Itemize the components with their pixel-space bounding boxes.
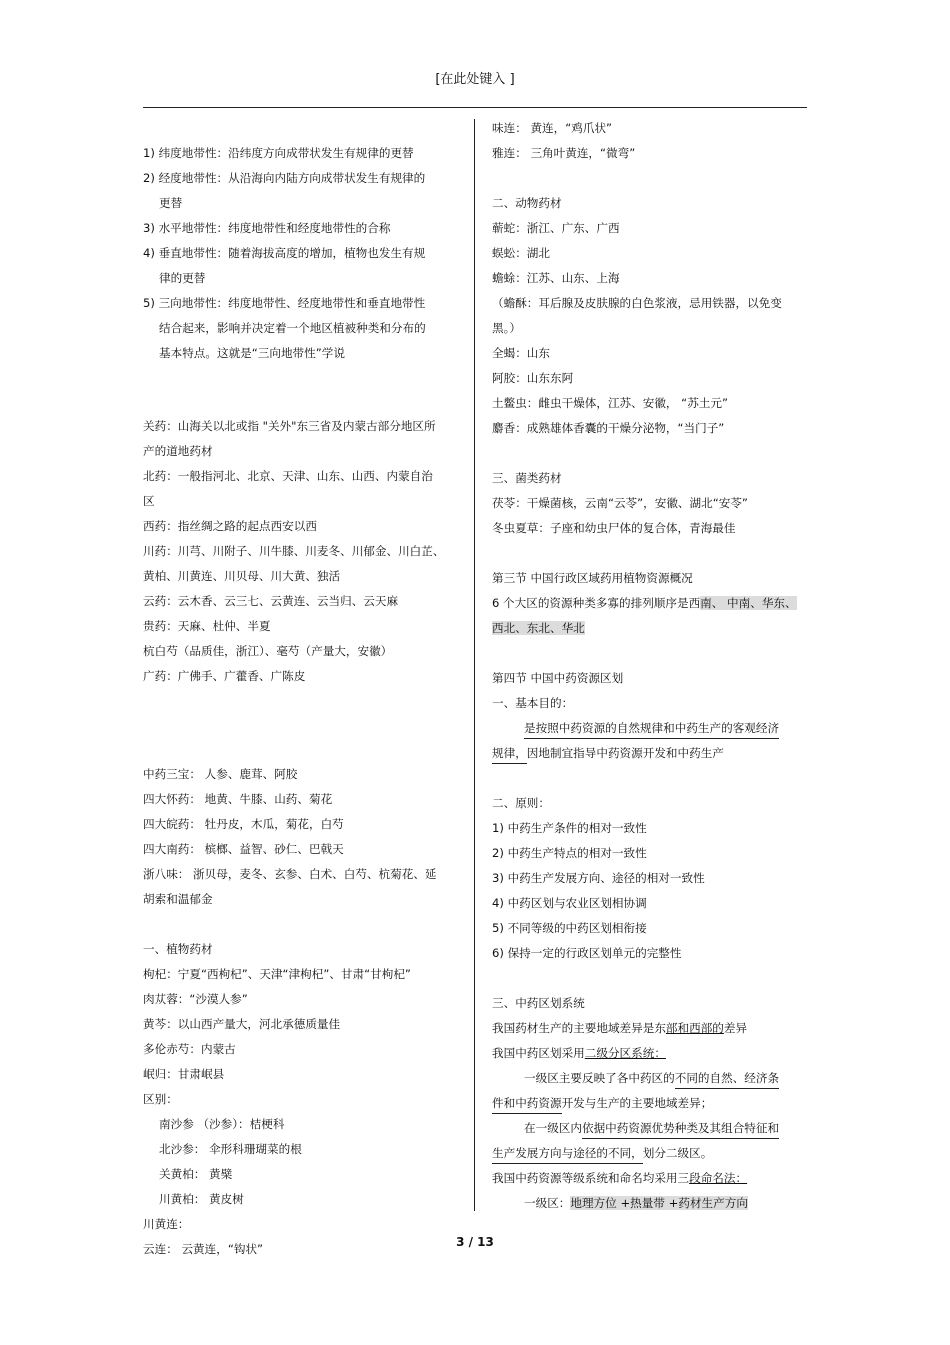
text-line: 1) 纬度地带性：沿纬度方向成带状发生有规律的更替 — [143, 146, 414, 160]
text-line: 贵药：天麻、杜仲、半夏 — [143, 619, 271, 633]
text-line: 云连： 云黄连，“钩状” — [143, 1242, 264, 1256]
text-line: 5) 三向地带性：纬度地带性、经度地带性和垂直地带性 — [143, 296, 426, 310]
text-line: 味连： 黄连，“鸡爪状” — [492, 121, 613, 135]
text-line: 蕲蛇：浙江、广东、广西 — [492, 221, 620, 235]
text-line: 四大怀药： 地黄、牛膝、山药、菊花 — [143, 792, 333, 806]
text-line: 中药三宝： 人参、鹿茸、阿胶 — [143, 767, 298, 781]
text-line: 冬虫夏草：子座和幼虫尸体的复合体，青海最佳 — [492, 521, 736, 535]
text-line: 基本特点。这就是“三向地带性”学说 — [159, 346, 345, 360]
text-line: 区别： — [143, 1092, 178, 1106]
text-line: 关药：山海关以北或指 "关外"东三省及内蒙古部分地区所 — [143, 419, 436, 433]
list-item: 3) 中药生产发展方向、途径的相对一致性 — [492, 871, 705, 885]
text-line: 生产发展方向与途径的不同，划分二级区。 — [492, 1141, 810, 1166]
text-line: 一、基本目的： — [492, 696, 574, 710]
section-heading: 二、原则： — [492, 796, 550, 810]
text-line: 我国药材生产的主要地域差异是东部和西部的差异 — [492, 1021, 748, 1035]
text-line: 4) 垂直地带性：随着海拔高度的增加，植物也发生有规 — [143, 246, 426, 260]
text-line — [492, 616, 810, 641]
text-line: 肉苁蓉：“沙漠人参” — [143, 992, 248, 1006]
text-line: 云药：云木香、云三七、云黄连、云当归、云天麻 — [143, 594, 399, 608]
text-line: 茯苓：干燥菌核，云南“云苓”，安徽、湖北“安苓” — [492, 496, 748, 510]
text-line: 西药：指丝绸之路的起点西安以西 — [143, 519, 317, 533]
section-heading: 第四节 中国中药资源区划 — [492, 671, 624, 685]
text-line: 蜈蚣：湖北 — [492, 246, 550, 260]
text-line: 3) 水平地带性：纬度地带性和经度地带性的合称 — [143, 221, 391, 235]
text-line: 四大皖药： 牡丹皮，木瓜，菊花，白芍 — [143, 817, 344, 831]
text-line: 我国中药资源等级系统和命名均采用三段命名法： — [492, 1171, 748, 1185]
text-line: 雅连： 三角叶黄连，“微弯” — [492, 146, 636, 160]
text-line: 岷归：甘肃岷县 — [143, 1067, 225, 1081]
text-line: （蟾酥：耳后腺及皮肤腺的白色浆液，忌用铁器，以免变 — [492, 296, 782, 310]
text-line: 黄芩：以山西产量大，河北承德质量佳 — [143, 1017, 341, 1031]
text-line: 枸杞：宁夏“西枸杞”、天津“津枸杞”、甘肃“甘枸杞” — [143, 967, 411, 981]
text-line: 产的道地药材 — [143, 444, 213, 458]
text-line: 我国中药区划采用二级分区系统： — [492, 1046, 666, 1060]
text-line: 川黄柏： 黄皮树 — [159, 1192, 244, 1206]
text-line: 北药：一般指河北、北京、天津、山东、山西、内蒙自治 — [143, 469, 433, 483]
text-line: 黑。） — [492, 321, 521, 335]
highlighted-text: 西北、东北、华北 — [492, 621, 585, 635]
text-line: 蟾蜍：江苏、山东、上海 — [492, 271, 620, 285]
list-item: 1) 中药生产条件的相对一致性 — [492, 821, 647, 835]
text-line: 更替 — [159, 196, 183, 210]
list-item: 6) 保持一定的行政区划单元的完整性 — [492, 946, 682, 960]
text-line: 是按照中药资源的自然规律和中药生产的客观经济 — [492, 716, 810, 741]
text-line: 土鳖虫：雌虫干燥体，江苏、安徽， “苏土元” — [492, 396, 728, 410]
text-line: 黄柏、川黄连、川贝母、川大黄、独活 — [143, 569, 341, 583]
highlighted-text: 地理方位 +热量带 +药材生产方向 — [570, 1196, 748, 1210]
section-heading: 三、菌类药材 — [492, 471, 562, 485]
text-line: 在一级区内依据中药资源优势种类及其组合特征和 — [492, 1116, 810, 1141]
text-line: 一级区主要反映了各中药区的不同的自然、经济条 — [492, 1066, 810, 1091]
section-heading: 二、动物药材 — [492, 196, 562, 210]
text-line: 件和中药资源开发与生产的主要地域差异； — [492, 1091, 810, 1116]
text-line: 多伦赤芍：内蒙古 — [143, 1042, 236, 1056]
text-line: 南沙参 （沙参）：桔梗科 — [159, 1117, 285, 1131]
section-heading: 一、植物药材 — [143, 942, 213, 956]
page-number: 3 / 13 — [456, 1235, 494, 1249]
text-line: 北沙参： 伞形科珊瑚菜的根 — [159, 1142, 302, 1156]
text-line: 广药：广佛手、广藿香、广陈皮 — [143, 669, 306, 683]
text-line: 四大南药： 槟榔、益智、砂仁、巴戟天 — [143, 842, 344, 856]
text-line: 阿胶：山东东阿 — [492, 371, 574, 385]
page-header: [在此处键入 ] — [435, 72, 515, 87]
text-line: 关黄柏： 黄檗 — [159, 1167, 233, 1181]
highlighted-text: 南、 中南、华东、 — [700, 596, 797, 610]
text-line: 川药：川芎、川附子、川牛膝、川麦冬、川郁金、川白芷、 — [143, 544, 445, 558]
section-heading: 第三节 中国行政区域药用植物资源概况 — [492, 571, 693, 585]
text-line: 6 个大区的资源种类多寡的排列顺序是西南、 中南、华东、 — [492, 596, 797, 610]
text-line: 胡索和温郁金 — [143, 892, 213, 906]
text-line: 2) 经度地带性：从沿海向内陆方向成带状发生有规律的 — [143, 171, 426, 185]
left-column — [143, 141, 461, 1262]
text-line: 结合起来，影响并决定着一个地区植被种类和分布的 — [159, 321, 426, 335]
text-line: 杭白芍（品质佳，浙江）、毫芍（产量大，安徽） — [143, 644, 393, 658]
list-item: 5) 不同等级的中药区划相衔接 — [492, 921, 647, 935]
text-line: 全蝎：山东 — [492, 346, 550, 360]
list-item: 2) 中药生产特点的相对一致性 — [492, 846, 647, 860]
text-line: 区 — [143, 494, 155, 508]
header-rule — [143, 107, 807, 108]
list-item: 4) 中药区划与农业区划相协调 — [492, 896, 647, 910]
text-line: 律的更替 — [159, 271, 206, 285]
section-heading: 三、中药区划系统 — [492, 996, 585, 1010]
text-line: 规律，因地制宜指导中药资源开发和中药生产 — [492, 741, 810, 766]
text-line: 麝香：成熟雄体香囊的干燥分泌物，“当门子” — [492, 421, 725, 435]
text-line: 浙八味： 浙贝母，麦冬、玄参、白术、白芍、杭菊花、延 — [143, 867, 437, 881]
text-line: 一级区：地理方位 +热量带 +药材生产方向 — [524, 1196, 748, 1210]
text-line: 川黄连： — [143, 1217, 190, 1231]
column-divider — [474, 119, 475, 1211]
right-column — [492, 116, 810, 1216]
